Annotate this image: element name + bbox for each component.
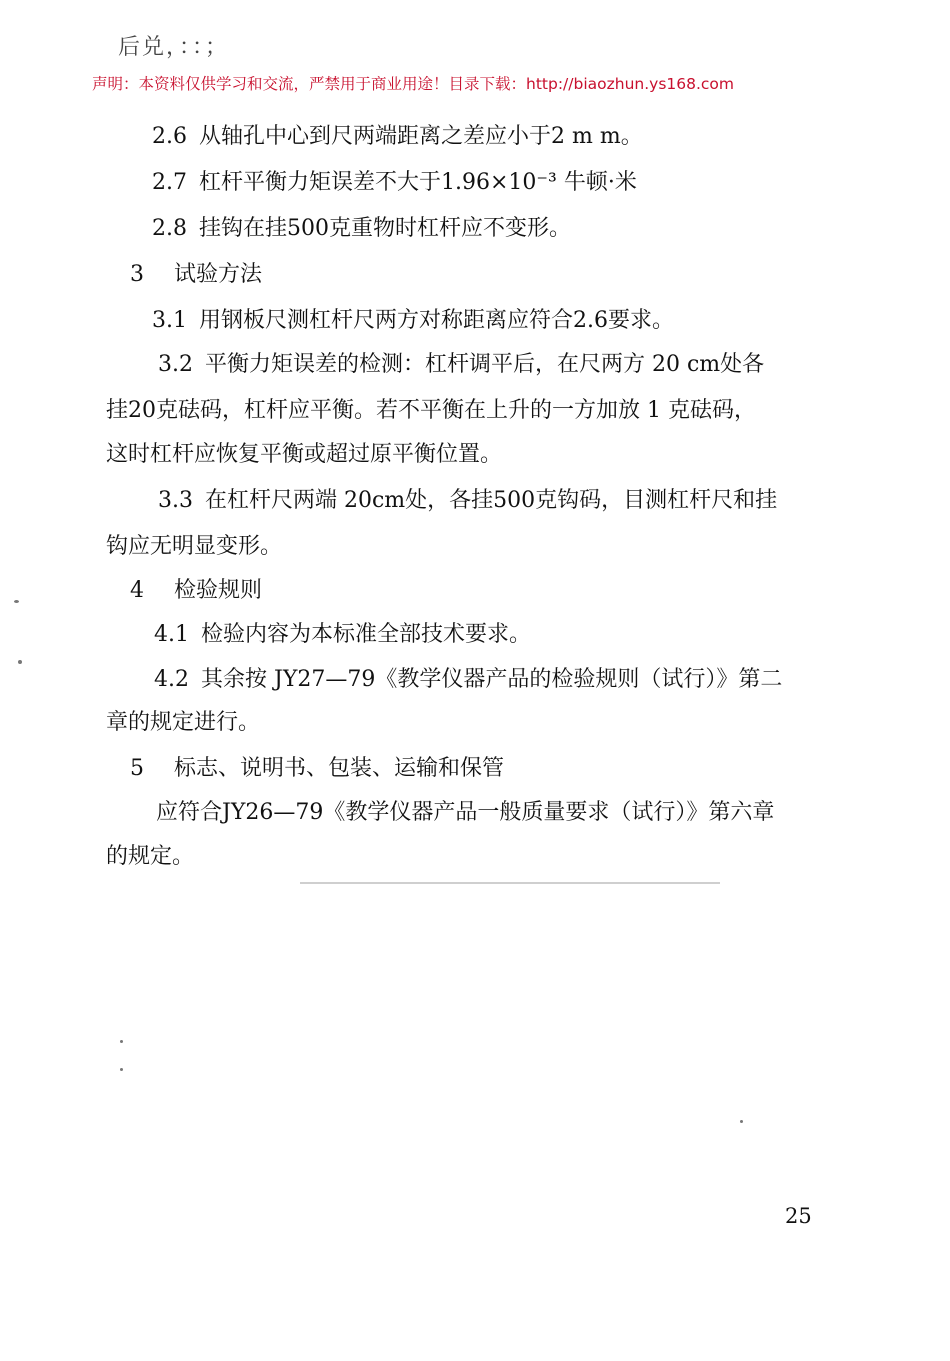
clause-text: 其余按 JY27—79《教学仪器产品的检验规则（试行）》第二 xyxy=(201,667,783,692)
clause-3-3-continued xyxy=(106,532,282,562)
clause-3-2-continued xyxy=(106,396,756,426)
clause-text: 检验内容为本标准全部技术要求。 xyxy=(201,622,532,647)
section-3-heading xyxy=(130,260,262,290)
scan-speck xyxy=(14,600,19,603)
clause-text: 平衡力矩误差的检测：杠杆调平后，在尺两方 20 cm处各 xyxy=(205,352,765,377)
clause-number: 3.3 xyxy=(158,488,193,513)
section-5-body xyxy=(156,798,774,828)
scan-speck xyxy=(120,1068,123,1071)
corner-scan-mark: 后兑，：：； xyxy=(118,35,230,60)
clause-2-8 xyxy=(152,214,571,244)
clause-text: 挂20克砝码，杠杆应平衡。若不平衡在上升的一方加放 1 克砝码， xyxy=(106,398,756,423)
clause-4-2 xyxy=(154,665,782,695)
clause-text: 应符合JY26—79《教学仪器产品一般质量要求（试行）》第六章 xyxy=(156,800,775,825)
section-4-heading xyxy=(130,576,262,606)
scan-speck xyxy=(18,660,22,664)
clause-3-2-continued xyxy=(106,440,502,470)
section-5-heading xyxy=(130,754,504,784)
clause-number: 2.8 xyxy=(152,216,187,241)
section-title: 检验规则 xyxy=(174,578,263,603)
clause-2-6 xyxy=(152,122,643,152)
clause-text: 这时杠杆应恢复平衡或超过原平衡位置。 xyxy=(106,442,503,467)
clause-number: 3.2 xyxy=(158,352,193,377)
clause-text: 挂钩在挂500克重物时杠杆应不变形。 xyxy=(199,216,571,241)
clause-3-2 xyxy=(158,350,764,380)
clause-number: 3.1 xyxy=(152,308,187,333)
clause-3-1 xyxy=(152,306,674,336)
page-number: 25 xyxy=(785,1204,812,1228)
clause-text: 的规定。 xyxy=(106,844,195,869)
clause-text: 钩应无明显变形。 xyxy=(106,534,283,559)
clause-text: 从轴孔中心到尺两端距离之差应小于2 m m。 xyxy=(199,124,643,149)
clause-number: 2.6 xyxy=(152,124,187,149)
clause-number: 2.7 xyxy=(152,170,187,195)
section-5-body-continued xyxy=(106,842,194,872)
clause-4-1 xyxy=(154,620,531,650)
section-number: 4 xyxy=(130,578,144,603)
scan-speck xyxy=(120,1040,123,1043)
section-number: 5 xyxy=(130,756,144,781)
clause-text: 在杠杆尺两端 20cm处，各挂500克钩码，目测杠杆尺和挂 xyxy=(205,488,778,513)
clause-text: 用钢板尺测杠杆尺两方对称距离应符合2.6要求。 xyxy=(199,308,674,333)
clause-text: 章的规定进行。 xyxy=(106,710,261,735)
clause-3-3 xyxy=(158,486,777,516)
section-number: 3 xyxy=(130,262,144,287)
section-title: 试验方法 xyxy=(174,262,263,287)
scan-speck xyxy=(300,882,720,884)
clause-number: 4.1 xyxy=(154,622,189,647)
clause-4-2-continued xyxy=(106,708,260,738)
scan-speck xyxy=(740,1120,743,1123)
copyright-notice: 声明：本资料仅供学习和交流，严禁用于商业用途！目录下载：http://biaozhun.ys168.com xyxy=(92,75,735,93)
clause-2-7 xyxy=(152,168,637,198)
section-title: 标志、说明书、包装、运输和保管 xyxy=(174,756,505,781)
clause-number: 4.2 xyxy=(154,667,189,692)
clause-text: 杠杆平衡力矩误差不大于1.96×10⁻³ 牛顿·米 xyxy=(199,170,637,195)
